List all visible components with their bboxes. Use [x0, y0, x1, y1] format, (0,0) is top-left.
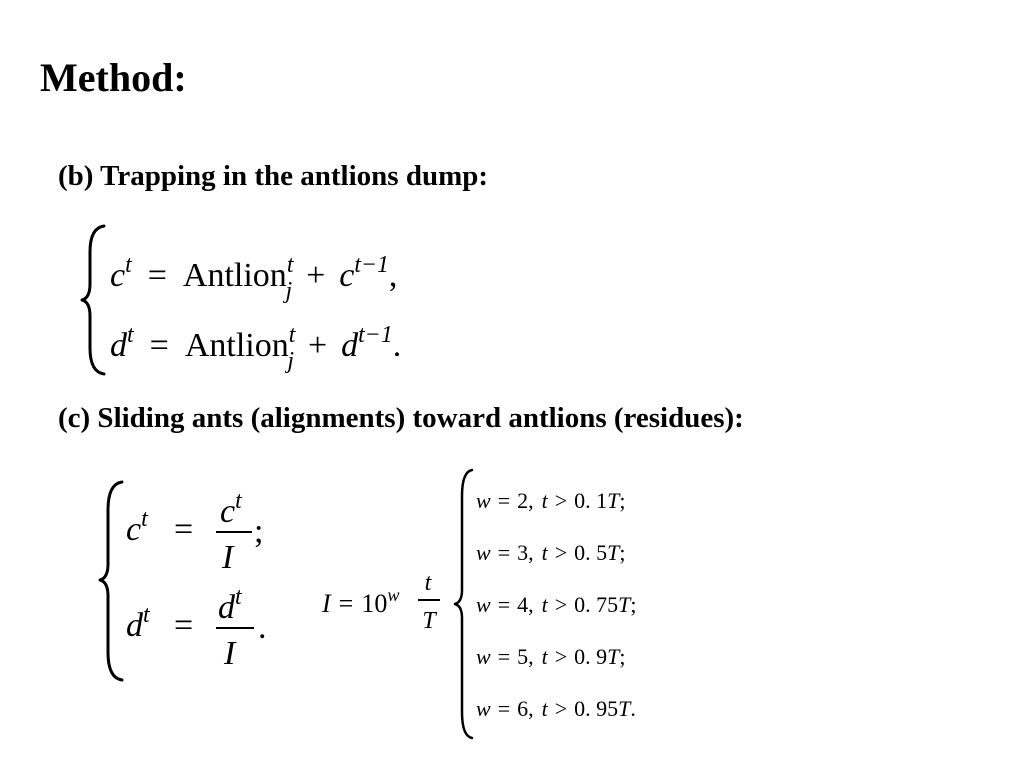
case-row: w = 6, t > 0. 95T. [476, 696, 636, 721]
left-brace [100, 482, 122, 680]
case-row: w = 5, t > 0. 9T; [476, 644, 626, 669]
ratio-denominator: T [422, 608, 436, 634]
w-cases [450, 466, 720, 742]
case-row: w = 2, t > 0. 1T; [476, 488, 626, 513]
update-equation-denominator: I [222, 539, 234, 576]
case-row: w = 3, t > 0. 5T; [476, 540, 626, 565]
update-equation-end: ; [254, 513, 264, 550]
update-equation-denominator: I [224, 635, 236, 672]
ratio-equation [322, 566, 452, 646]
update-equation-end: . [258, 609, 267, 646]
trap-equation-row: $c^t$ = Antlion$^t$ $j + c^{t-1}$, [110, 252, 398, 304]
update-equation-lhs: $c^t$ [126, 506, 148, 548]
slide-title: Method: [40, 55, 187, 100]
update-equation-equals: = [174, 511, 194, 548]
trap-equation-row: $d^t$ = Antlion$^t$ $j + d^{t-1}$. [110, 322, 402, 374]
case-row: w = 4, t > 0. 75T; [476, 592, 637, 617]
update-equation-numerator: $d^t$ [218, 584, 242, 626]
left-brace [455, 470, 472, 738]
antlion-trap-equations [80, 222, 510, 382]
section-c-heading: (c) Sliding ants (alignments) toward antlions (residues): [58, 402, 744, 434]
left-brace [82, 226, 104, 374]
update-equation-numerator: $c^t$ [220, 488, 242, 530]
section-b-heading: (b) Trapping in the antlions dump: [58, 160, 489, 192]
ratio-lhs: $I = 10^w$ [322, 585, 400, 618]
update-equation-lhs: $d^t$ [126, 602, 150, 644]
sliding-update-equations [98, 476, 298, 686]
update-equation-equals: = [174, 607, 194, 644]
ratio-numerator: t [424, 570, 432, 596]
